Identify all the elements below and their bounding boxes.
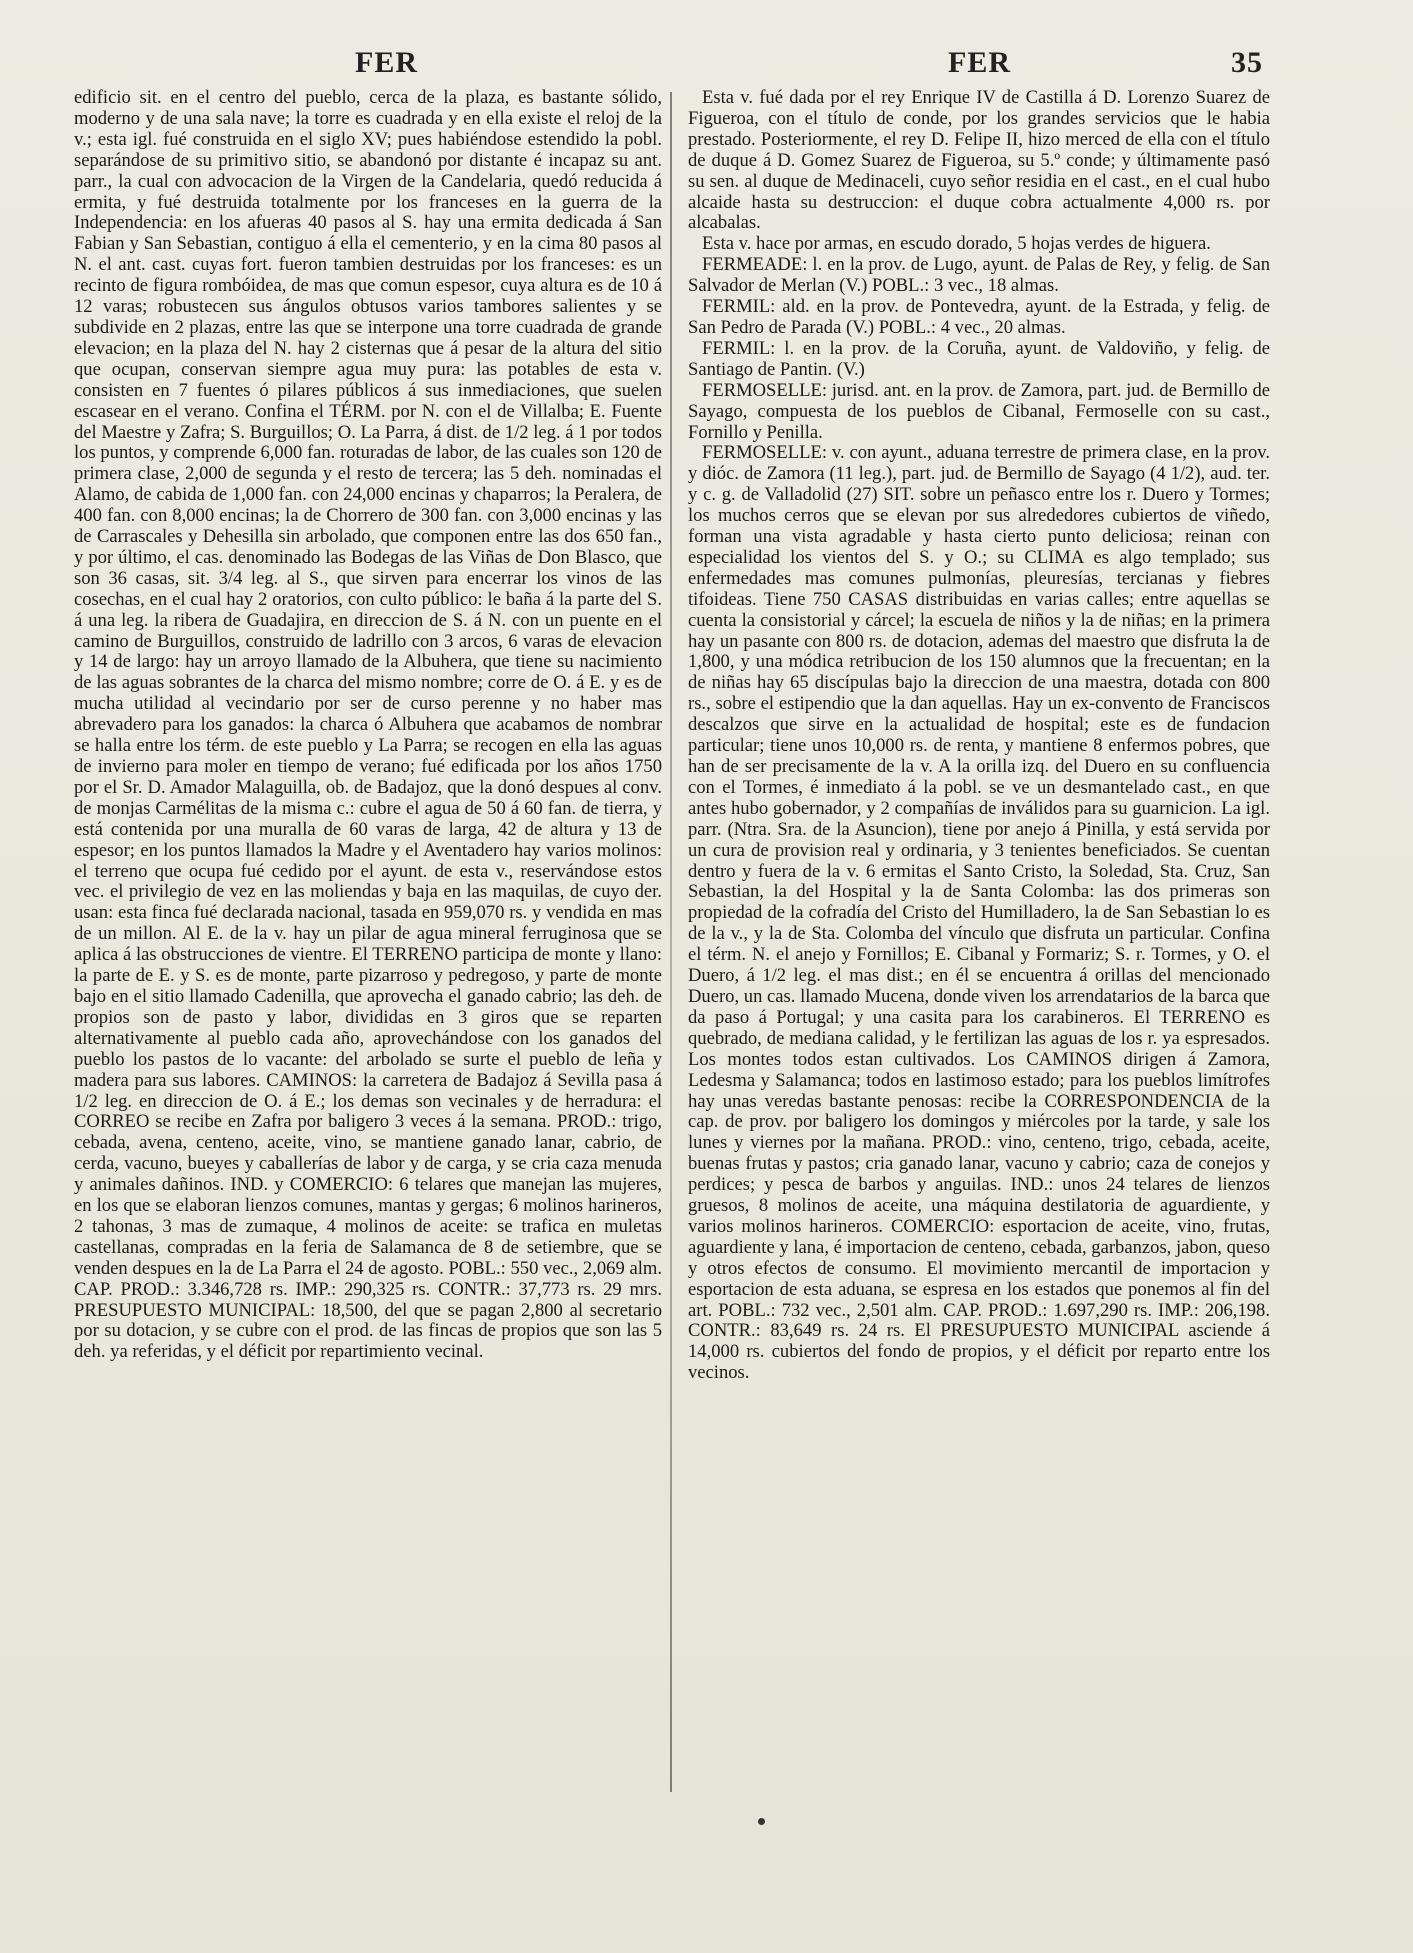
paragraph: edificio sit. en el centro del pueblo, cerca de la plaza, es bastante sólido, moderno y de una sala nave; la torre es cuadrada y en ella existe el reloj de la v.; esta igl. fué construida en el siglo XV; pues habiéndose estendido la pobl. separándose de su primitivo sitio, se abandonó por distante é incapaz su ant. parr., la cual con advocacion de la Virgen de la Candelaria, quedó reducida á ermita, y fué destruida totalmente por los franceses en la guerra de la Independencia: en los afueras 40 pasos al S. hay una ermita dedicada á San Fabian y San Sebastian, contiguo á ella el cementerio, y en la cima 80 pasos al N. el ant. cast. cuyas fort. fueron tambien destruidas por los franceses: es un recinto de figura rombóidea, de mas que comun espesor, cuya altura es de 10 á 12 varas; robustecen sus ángulos obtusos varios tambores salientes y se subdivide en 2 plazas, entre las que se interpone una torre cuadrada de grande elevacion; en la plaza del N. hay 2 cisternas que á pesar de la altura del sitio que ocupan, conservan siempre agua muy pura: las potables de esta v. consisten en 7 fuentes ó pilares públicos á sus inmediaciones, que suelen escasear en el verano. Confina el TÉRM. por N. con el de Villalba; E. Fuente del Maestre y Zafra; S. Burguillos; O. La Parra, á dist. de 1/2 leg. á 1 por todos los puntos, y comprende 6,000 fan. roturadas de labor, de las cuales son 120 de primera clase, 2,000 de segunda y el resto de tercera; las 5 deh. nominadas el Alamo, de cabida de 1,000 fan. con 24,000 encinas y chaparros; la Peralera, de 400 fan. con 8,000 encinas; la de Chorrero de 300 fan. con 3,000 encinas y las de Carrascales y Dehesilla sin arbolado, que componen entre las dos 650 fan., y por último, el cas. denominado las Bodegas de las Viñas de Don Blasco, que son 36 casas, sit. 3/4 leg. al S., que sirven para encerrar los vinos de las cosechas, en el cual hay 2 oratorios, con culto público: le baña á la parte del S. á una leg. la ribera de Guadajira, en direccion de S. á N. con un puente en el camino de Burguillos, construido de ladrillo con 3 arcos, 6 varas de elevacion y 14 de largo: hay un arroyo llamado de la Albuhera, que tiene su nacimiento de las aguas sobrantes de la charca del mismo nombre; corre de O. á E. y es de mucha utilidad al vecindario por ser de curso perenne y no haber mas abrevadero para los ganados: la charca ó Albuhera que acabamos de nombrar se halla entre los térm. de este pueblo y La Parra; se recogen en ella las aguas de invierno para moler en tiempo de verano; fué edificada por los años 1750 por el Sr. D. Amador Malaguilla, ob. de Badajoz, que la donó despues al conv. de monjas Carmélitas de la misma c.: cubre el agua de 50 á 60 fan. de tierra, y está contenida por una muralla de 60 varas de larga, 42 de altura y 13 de espesor; en los puntos llamados la Madre y el Aventadero hay varios molinos: el terreno que ocupa fué cedido por el ayunt. de esta v., reservándose estos vec. el privilegio de vez en las moliendas y baja en las maquilas, de cuyo der. usan: esta finca fué declarada nacional, tasada en 959,070 rs. y vendida en mas de un millon. Al E. de la v. hay un pilar de agua mineral ferruginosa que se aplica á las obstrucciones de vientre. El TERRENO participa de monte y llano: la parte de E. y S. es de monte, parte pizarroso y pedregoso, y parte de monte bajo en el sitio llamado Cadenilla, que aprovecha el ganado cabrio; las deh. de propios son de pasto y labor, divididas en 3 giros que se reparten alternativamente al pueblo cada año, aprovechándose con los ganados del pueblo los pastos de lo vacante: del arbolado se surte el pueblo de leña y madera para sus labores. CAMINOS: la carretera de Badajoz á Sevilla pasa á 1/2 leg. en direccion de O. á E.; los demas son vecinales y de herradura: el CORREO se recibe en Zafra por baligero 3 veces á la semana. PROD.: trigo, cebada, avena, centeno, aceite, vino, se mantiene ganado lanar, cabrio, de cerda, vacuno, bueyes y caballerías de labor y de carga, y se cria caza menuda y animales dañinos. IND. y COMERCIO: 6 telares que manejan las mujeres, en los que se elaboran lienzos comunes, mantas y gergas; 6 molinos harineros, 2 tahonas, 3 mas de zumaque, 4 molinos de aceite: se trafica en muletas castellanas, compradas en la feria de Salamanca de 8 de setiembre, que se venden despues en la de La Parra el 24 de agosto. POBL.: 550 vec., 2,069 alm. CAP. PROD.: 3.346,728 rs. IMP.: 290,325 rs. CONTR.: 37,773 rs. 29 mrs. PRESUPUESTO MUNICIPAL: 18,500, del que se pagan 2,800 al secretario por su dotacion, y se cubre con el prod. de las fincas de propios que son las 5 deh. ya referidas, y el déficit por repartimiento vecinal. [74,87,662,1363]
entry-fermeade: FERMEADE: l. en la prov. de Lugo, ayunt. de Palas de Rey, y felig. de San Salvador de Merlan (V.) POBL.: 3 vec., 18 almas. [688,254,1270,297]
paragraph: Esta v. hace por armas, en escudo dorado, 5 hojas verdes de higuera. [702,233,1211,255]
page-number: 35 [1231,46,1263,79]
right-column [688,88,1270,1384]
left-column [74,88,662,1363]
paragraph: Esta v. fué dada por el rey Enrique IV de Castilla á D. Lorenzo Suarez de Figueroa, con el título de conde, por los grandes servicios que le habia prestado. Posteriormente, el rey D. Felipe II, hizo merced de ella con el título de duque á D. Gomez Suarez de Figueroa, su 5.º conde; y últimamente pasó su sen. al duque de Medinaceli, cuyo señor residia en el cast., en el cual hubo alcaide hasta su destruccion: el duque cobra actualmente 4,000 rs. por alcabalas. [688,87,1270,234]
entry-fermil-pontevedra: FERMIL: ald. en la prov. de Pontevedra, ayunt. de la Estrada, y felig. de San Pedro de Parada (V.) POBL.: 4 vec., 20 almas. [688,296,1270,338]
entry-fermil-coruna: FERMIL: l. en la prov. de la Coruña, ayunt. de Valdoviño, y felig. de Santiago de Pantin. (V.) [688,337,1270,380]
column-divider [670,92,672,1792]
printer-mark [758,1818,765,1825]
entry-fermoselle-villa: FERMOSELLE: v. con ayunt., aduana terrestre de primera clase, en la prov. y dióc. de Zamora (11 leg.), part. jud. de Bermillo de Sayago (4 1/2), aud. ter. y c. g. de Valladolid (27) SIT. sobre un peñasco entre los r. Duero y Tormes; los muchos cerros que se elevan por sus alrededores cubiertos de viñedo, forman una vista agradable y hasta cierto punto deliciosa; reinan con especialidad los vientos del S. y O.; su CLIMA es algo templado; sus enfermedades mas comunes pulmonías, pleuresías, tercianas y fiebres tifoideas. Tiene 750 CASAS distribuidas en varias calles; entre aquellas se cuenta la consistorial y cárcel; la escuela de niños y la de niñas; en la primera hay un pasante con 800 rs. de dotacion, ademas del maestro que disfruta la de 1,800, y una módica retribucion de los 150 alumnos que la frecuentan; en la de niñas hay 65 discípulas bajo la direccion de una maestra, dotada con 800 rs., sobre el estipendio que la dan aquellas. Hay un ex-convento de Franciscos descalzos que sirve en la actualidad de hospital; este es de fundacion particular; tiene unos 10,000 rs. de renta, y mantiene 8 enfermos pobres, que han de ser precisamente de la v. A la orilla izq. del Duero en su confluencia con el Tormes, é inmediato á la pobl. se ve un desmantelado cast., en que antes hubo gobernador, y 2 compañías de inválidos para su guarnicion. La igl. parr. (Ntra. Sra. de la Asuncion), tiene por anejo á Pinilla, y está servida por un cura de provision real y ordinaria, y 3 tenientes beneficiados. Se cuentan dentro y fuera de la v. 6 ermitas el Santo Cristo, la Soledad, Sta. Cruz, San Sebastian, la del Hospital y la de Santa Colomba: las dos primeras son propiedad de la cofradía del Cristo del Humilladero, la de San Sebastian lo es de la v., y la de Sta. Colomba del vínculo que disfruta un particular. Confina el térm. N. el anejo y Fornillos; E. Cibanal y Formariz; S. r. Tormes, y O. el Duero, á 1/2 leg. el mas dist.; en él se encuentra á orillas del mencionado Duero, un cas. llamado Mucena, donde viven los arrendatarios de la barca que da paso á Portugal; y una casita para los carabineros. El TERRENO es quebrado, de mediana calidad, y le fertilizan las aguas de los r. ya espresados. Los montes todos estan cultivados. Los CAMINOS dirigen á Zamora, Ledesma y Salamanca; todos en lastimoso estado; para los pueblos limítrofes hay unas veredas bastante penosas: recibe la CORRESPONDENCIA de la cap. de prov. por baligero los domingos y miércoles por la tarde, y sale los lunes y viernes por la mañana. PROD.: vino, centeno, trigo, cebada, aceite, buenas frutas y pastos; cria ganado lanar, vacuno y cabrio; caza de conejos y perdices; y pesca de barbos y anguilas. IND.: unos 24 telares de lienzos gruesos, 8 molinos de aceite, una máquina destilatoria de aguardiente, y varios molinos harineros. COMERCIO: esportacion de aceite, vino, frutas, aguardiente y lana, é importacion de centeno, cebada, garbanzos, jabon, queso y otros efectos de consumo. El movimiento mercantil de importacion y esportacion de esta aduana, se espresa en los estados que ponemos al fin del art. POBL.: 732 vec., 2,501 alm. CAP. PROD.: 1.697,290 rs. IMP.: 206,198. CONTR.: 83,649 rs. 24 rs. El PRESUPUESTO MUNICIPAL asciende á 14,000 rs. cubiertos del fondo de propios, y el déficit por reparto entre los vecinos. [688,442,1270,1384]
running-header-left: FER [355,46,418,79]
entry-fermoselle-jurisd: FERMOSELLE: jurisd. ant. en la prov. de Zamora, part. jud. de Bermillo de Sayago, compuesta de los pueblos de Cibanal, Fermoselle con su cast., Fornillo y Penilla. [688,379,1270,443]
running-header-center: FER [948,46,1011,79]
